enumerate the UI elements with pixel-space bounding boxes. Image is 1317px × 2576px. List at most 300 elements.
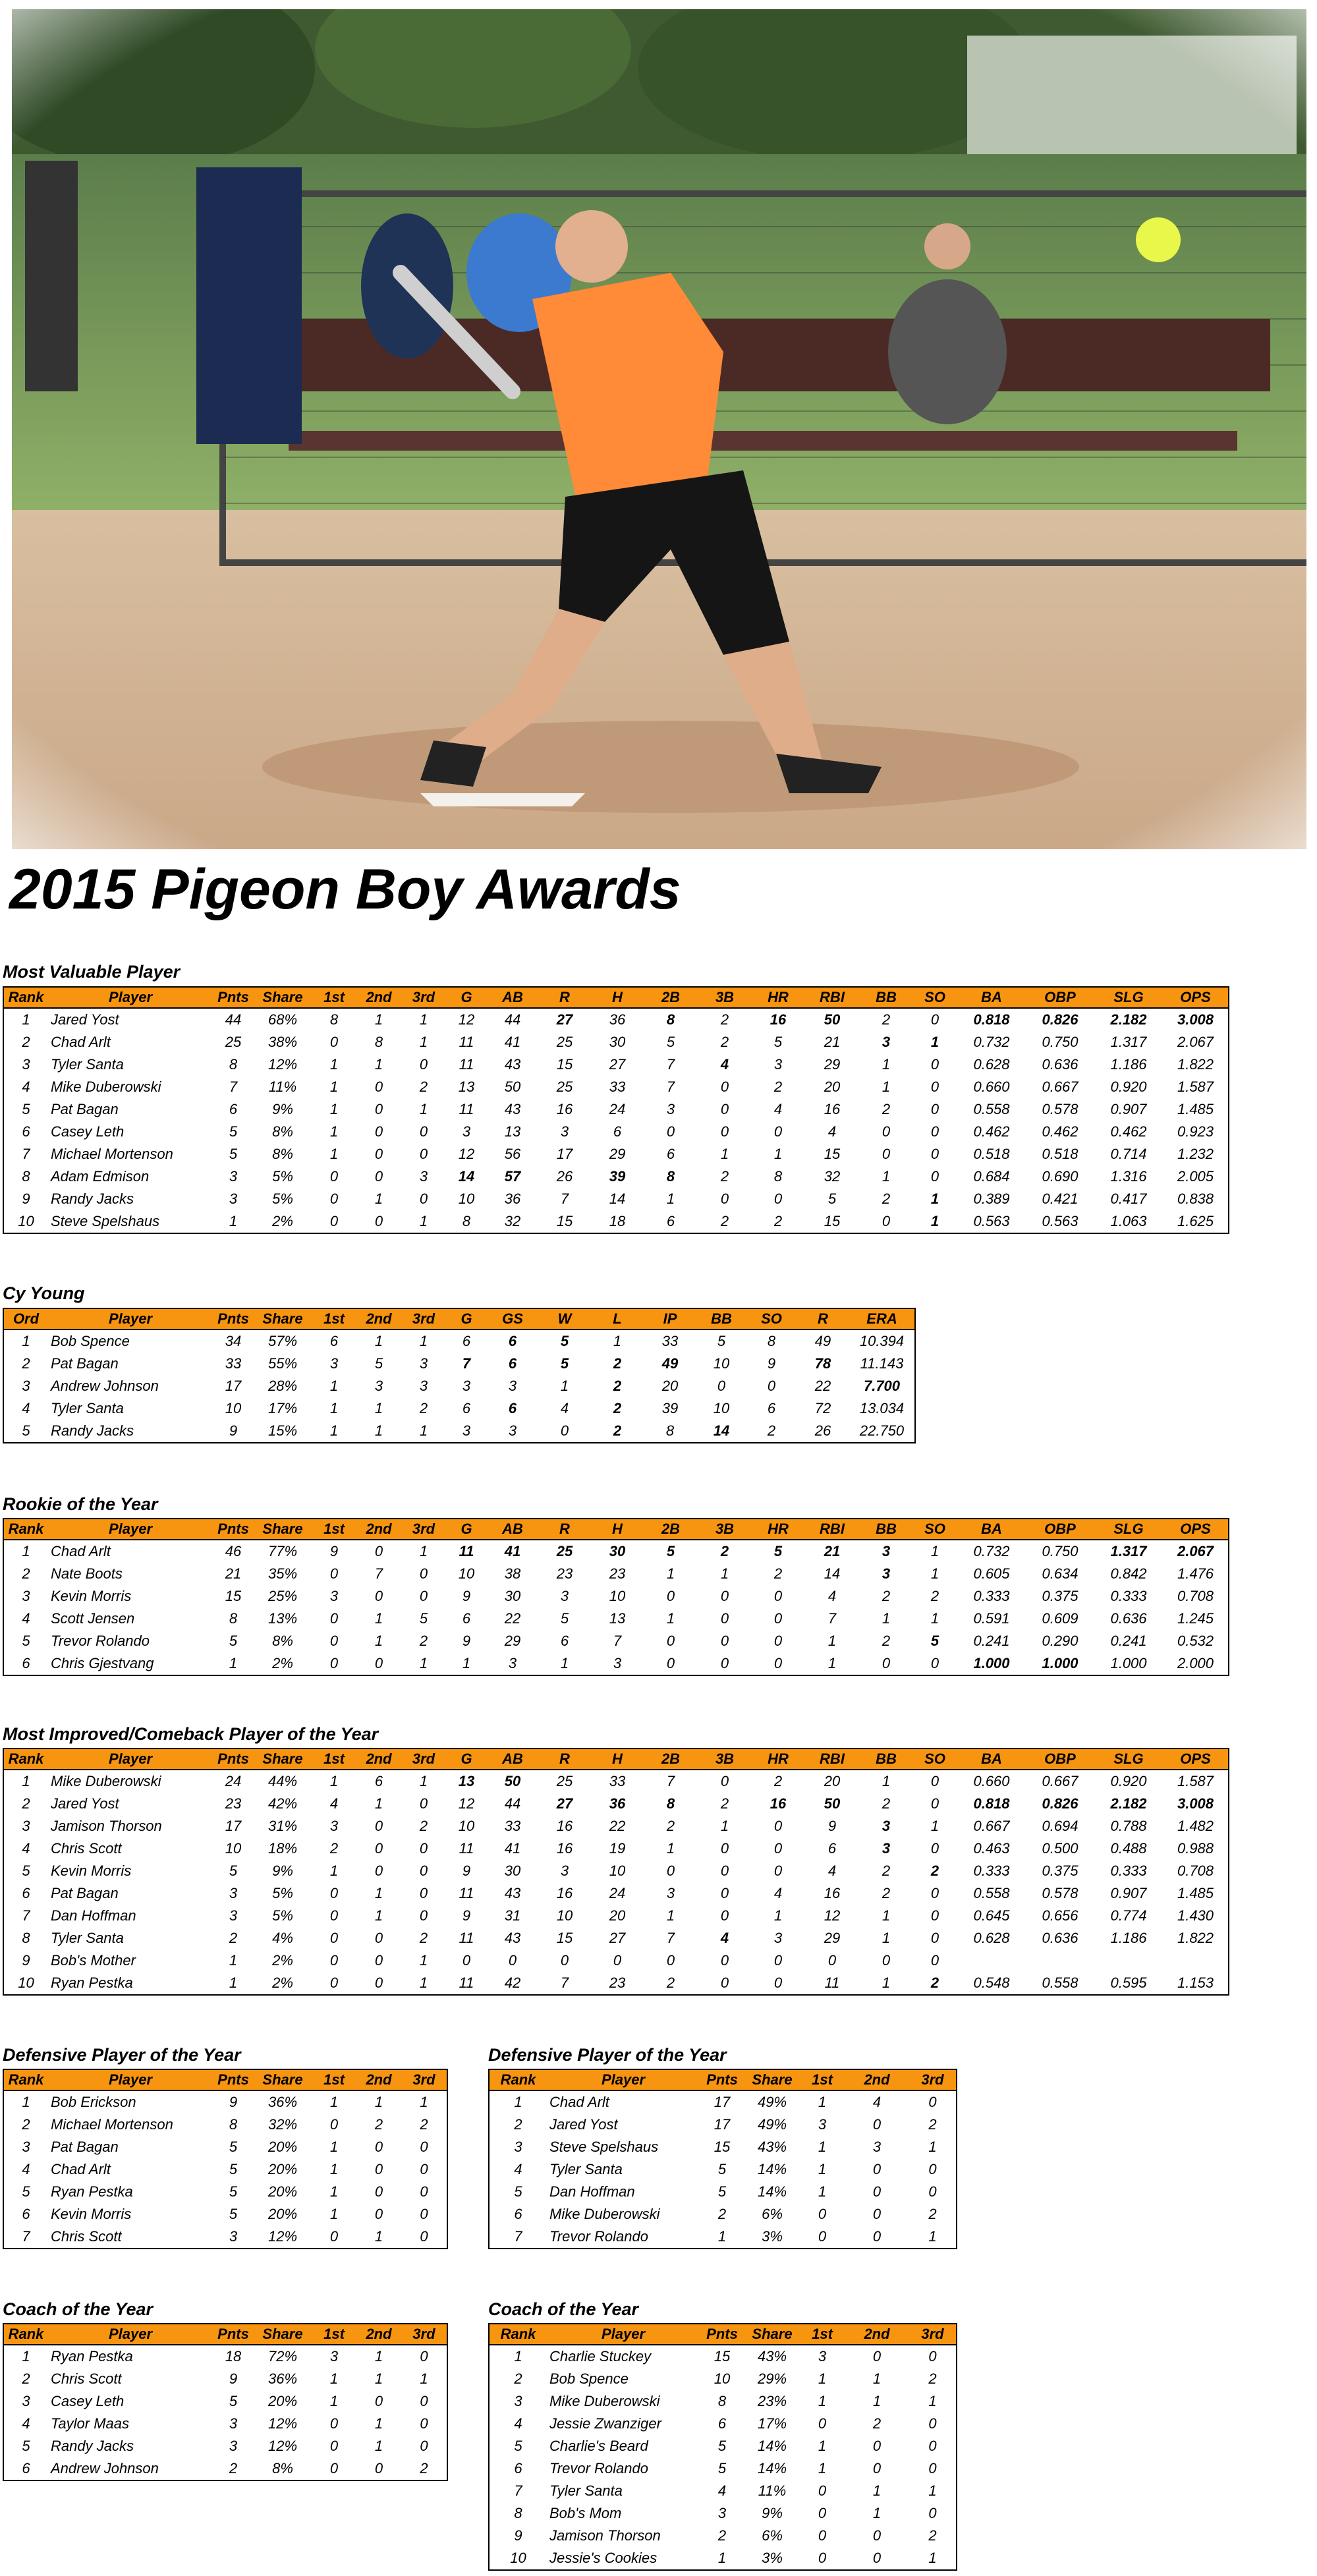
- stat-cell: 57%: [267, 1333, 298, 1349]
- stat-cell: 10: [609, 1588, 626, 1604]
- stat-cell: 25: [556, 1034, 573, 1050]
- stat-cell: 5: [229, 2393, 238, 2409]
- table-row: [489, 2368, 957, 2390]
- column-header: Share: [744, 2069, 800, 2090]
- player-name: Mike Duberowski: [51, 1773, 161, 1789]
- stat-cell: 0: [860, 1210, 912, 1233]
- stat-cell: 3: [882, 1840, 891, 1857]
- stat-cell: 0.462: [1042, 1123, 1079, 1140]
- stat-cell: 22.750: [849, 1420, 915, 1443]
- stat-cell: 0.591: [973, 1610, 1010, 1627]
- column-header: L: [591, 1308, 644, 1330]
- stat-cell: 30: [504, 1588, 521, 1604]
- table-row: [3, 1420, 915, 1443]
- stat-cell: 2: [591, 1420, 644, 1443]
- stat-cell: 4: [827, 1123, 837, 1140]
- stat-cell: 2: [3, 1563, 48, 1585]
- column-header: G: [446, 987, 487, 1008]
- column-header: 1st: [312, 2324, 356, 2345]
- stat-cell: 0.774: [1110, 1907, 1147, 1924]
- stat-cell: 0: [419, 1907, 428, 1924]
- stat-cell: 2: [909, 2114, 957, 2136]
- stat-cell: 0.667: [1042, 1773, 1079, 1789]
- stat-cell: 1: [882, 1907, 891, 1924]
- stat-cell: 3.008: [1163, 1008, 1229, 1031]
- column-header: Share: [254, 987, 312, 1008]
- stat-cell: 0.988: [1163, 1837, 1229, 1860]
- stat-cell: 0.290: [1042, 1633, 1079, 1649]
- stat-cell: 29: [824, 1056, 841, 1073]
- stat-cell: 0.375: [1042, 1588, 1079, 1604]
- player-name: Jessie's Cookies: [547, 2547, 700, 2570]
- column-header: BB: [860, 1519, 912, 1540]
- stat-cell: 0: [329, 2415, 339, 2432]
- stat-cell: 3: [229, 1190, 238, 1207]
- stat-cell: 14%: [757, 2460, 787, 2477]
- player-name: Jared Yost: [51, 1011, 119, 1028]
- player-name: Pat Bagan: [51, 1355, 119, 1372]
- column-header: 3rd: [909, 2069, 957, 2090]
- stat-cell: 11: [459, 1101, 474, 1117]
- stat-cell: 3: [229, 1907, 238, 1924]
- stat-cell: 0.462: [973, 1123, 1010, 1140]
- stat-cell: 10: [713, 1400, 730, 1416]
- stat-cell: 3: [489, 2136, 547, 2158]
- stat-cell: 30: [609, 1543, 626, 1559]
- stat-cell: 3: [818, 2116, 827, 2133]
- column-header: AB: [487, 987, 538, 1008]
- stat-cell: 22: [504, 1610, 521, 1627]
- stat-cell: 0: [329, 1885, 339, 1901]
- stat-cell: 1.482: [1163, 1815, 1229, 1837]
- stat-cell: 2.067: [1163, 1540, 1229, 1563]
- stat-cell: 42%: [267, 1795, 298, 1812]
- stat-cell: 3: [3, 2136, 48, 2158]
- player-name: Charlie's Beard: [549, 2438, 648, 2454]
- stat-cell: 0: [419, 1840, 428, 1857]
- stat-cell: 2%: [254, 1972, 312, 1995]
- stat-cell: 7: [827, 1610, 837, 1627]
- stat-cell: 6: [462, 1610, 471, 1627]
- table-row: [3, 1008, 1229, 1031]
- stat-cell: 3: [882, 1543, 891, 1559]
- column-header: SLG: [1094, 987, 1163, 1008]
- stat-cell: 13: [458, 1078, 475, 1095]
- stat-cell: 6: [462, 1333, 471, 1349]
- stat-cell: 10.394: [849, 1330, 915, 1353]
- player-name: Trevor Rolando: [547, 2226, 700, 2249]
- stat-cell: 20: [609, 1907, 626, 1924]
- stat-cell: 0: [882, 1952, 891, 1969]
- stat-cell: 0: [538, 1420, 591, 1443]
- table-row: [489, 2114, 957, 2136]
- stat-cell: 1: [356, 1420, 401, 1443]
- stat-cell: 0.333: [973, 1588, 1010, 1604]
- stat-cell: 6: [508, 1355, 517, 1372]
- stat-cell: 3: [329, 1588, 339, 1604]
- player-name: Chris Scott: [48, 2226, 213, 2249]
- stat-cell: 44: [504, 1011, 521, 1028]
- player-name: Randy Jacks: [51, 2438, 134, 2454]
- stat-cell: 0: [374, 2161, 383, 2177]
- stat-cell: 1: [229, 1952, 238, 1969]
- player-name: Tyler Santa: [51, 1930, 124, 1946]
- stat-cell: 2: [882, 1795, 891, 1812]
- stat-cell: 2: [613, 1378, 622, 1394]
- stat-cell: 0.732: [973, 1543, 1010, 1559]
- player-name: Jared Yost: [51, 1795, 119, 1812]
- stat-cell: 0.660: [973, 1078, 1010, 1095]
- stat-cell: 0.667: [973, 1818, 1010, 1834]
- stat-cell: 2: [329, 1840, 339, 1857]
- player-name: Chad Arlt: [51, 2161, 111, 2177]
- stat-cell: 5: [3, 1420, 48, 1443]
- table-header-row: [3, 2324, 447, 2345]
- stat-cell: 3: [446, 1420, 487, 1443]
- stat-cell: 0: [329, 1610, 339, 1627]
- player-name: Taylor Maas: [51, 2415, 130, 2432]
- table-row: [489, 2435, 957, 2457]
- column-header: 2nd: [356, 1519, 401, 1540]
- stat-cell: 0.732: [973, 1034, 1010, 1050]
- stat-cell: 41: [504, 1034, 521, 1050]
- stat-cell: 3: [3, 1053, 48, 1076]
- stat-cell: 0: [329, 1565, 339, 1582]
- stat-cell: 3: [213, 2226, 254, 2249]
- stat-cell: 4: [720, 1056, 729, 1073]
- stat-cell: 0: [909, 2502, 957, 2525]
- column-header: OPS: [1163, 987, 1229, 1008]
- stat-cell: 28%: [267, 1378, 298, 1394]
- stat-cell: 7: [462, 1355, 471, 1372]
- stat-cell: 2.005: [1163, 1165, 1229, 1188]
- stat-cell: 1: [401, 1972, 446, 1995]
- stat-cell: 0: [720, 1588, 729, 1604]
- stat-cell: 0: [752, 1972, 804, 1995]
- stat-cell: 12%: [267, 2415, 298, 2432]
- column-header: Rank: [3, 2324, 48, 2345]
- stat-cell: 10: [714, 2370, 731, 2387]
- table-row: [3, 1165, 1229, 1188]
- stat-cell: 17: [714, 2094, 731, 2110]
- stat-cell: 3%: [744, 2226, 800, 2249]
- stat-cell: 0.558: [973, 1101, 1010, 1117]
- stat-cell: 5%: [272, 1168, 293, 1185]
- table-row: [3, 1353, 915, 1375]
- stat-cell: 1: [700, 2226, 744, 2249]
- stat-cell: 0: [872, 2460, 882, 2477]
- stat-cell: 1: [374, 1633, 383, 1649]
- player-name: Jamison Thorson: [51, 1818, 162, 1834]
- stat-cell: 1: [666, 1907, 675, 1924]
- table-row: [3, 2226, 447, 2249]
- stat-cell: 2: [489, 2368, 547, 2390]
- stat-cell: 55%: [267, 1355, 298, 1372]
- stat-cell: 23: [591, 1972, 644, 1995]
- stat-cell: 6: [560, 1633, 569, 1649]
- stat-cell: 1: [329, 2161, 339, 2177]
- stat-cell: 1.232: [1163, 1143, 1229, 1165]
- stat-cell: 23: [556, 1565, 573, 1582]
- stat-cell: 0.462: [1110, 1123, 1147, 1140]
- stat-cell: 16: [556, 1818, 573, 1834]
- table-row: [3, 1375, 915, 1397]
- stat-cell: 1: [489, 2345, 547, 2368]
- stat-cell: 5%: [272, 1907, 293, 1924]
- stat-cell: 3: [3, 1375, 48, 1397]
- stat-cell: 0: [773, 1818, 783, 1834]
- stat-cell: 0.920: [1110, 1773, 1147, 1789]
- stat-cell: 9: [462, 1907, 471, 1924]
- player-name: Ryan Pestka: [51, 2348, 133, 2365]
- table-row: [3, 1927, 1229, 1949]
- stat-cell: 1: [912, 1210, 957, 1233]
- player-name: Mike Duberowski: [549, 2206, 660, 2222]
- column-header: AB: [487, 1519, 538, 1540]
- stat-cell: 1.430: [1163, 1905, 1229, 1927]
- stat-cell: 3: [229, 2415, 238, 2432]
- stat-cell: 5: [374, 1355, 383, 1372]
- stat-cell: 1: [329, 1101, 339, 1117]
- stat-cell: 0: [930, 1773, 939, 1789]
- table-row: [3, 1972, 1229, 1995]
- stat-cell: 9: [229, 2370, 238, 2387]
- stat-cell: 0: [930, 1907, 939, 1924]
- stat-cell: 2: [882, 1101, 891, 1117]
- table-row: [3, 2181, 447, 2203]
- stat-cell: 43%: [757, 2348, 787, 2365]
- stat-cell: 15: [538, 1210, 591, 1233]
- stat-cell: 5: [229, 2161, 238, 2177]
- stat-cell: 0.548: [957, 1972, 1026, 1995]
- column-header: RBI: [804, 987, 860, 1008]
- stat-cell: 7: [560, 1190, 569, 1207]
- column-header: Rank: [3, 987, 48, 1008]
- stat-cell: 2: [698, 1210, 752, 1233]
- stat-cell: 0.417: [1110, 1190, 1147, 1207]
- stat-cell: 0: [613, 1952, 622, 1969]
- stat-cell: 2: [3, 1031, 48, 1053]
- stat-cell: 5: [3, 1860, 48, 1882]
- stat-cell: 12: [824, 1907, 841, 1924]
- stat-cell: 8: [329, 1011, 339, 1028]
- stat-cell: 1: [213, 1652, 254, 1675]
- stat-cell: 0: [872, 2348, 882, 2365]
- stat-cell: 4: [773, 1885, 783, 1901]
- stat-cell: 0.595: [1094, 1972, 1163, 1995]
- player-name: Trevor Rolando: [549, 2460, 648, 2477]
- stat-cell: 1: [818, 2183, 827, 2200]
- stat-cell: 0.750: [1042, 1034, 1079, 1050]
- stat-cell: 2: [746, 1420, 797, 1443]
- stat-cell: 0: [401, 2435, 447, 2457]
- stat-cell: 2: [720, 1168, 729, 1185]
- stat-cell: 27: [609, 1056, 626, 1073]
- column-header: R: [538, 1519, 591, 1540]
- player-name: Mike Duberowski: [51, 1078, 161, 1095]
- stat-cell: 0: [720, 1610, 729, 1627]
- stat-cell: 68%: [267, 1011, 298, 1028]
- stat-cell: 2: [3, 2368, 48, 2390]
- stat-cell: 2: [773, 1565, 783, 1582]
- column-header: 2nd: [356, 2324, 401, 2345]
- stat-cell: 20%: [267, 2183, 298, 2200]
- stat-cell: 35%: [267, 1565, 298, 1582]
- stat-cell: 2: [3, 2114, 48, 2136]
- stat-cell: 29: [824, 1930, 841, 1946]
- column-header: 3B: [698, 1749, 752, 1770]
- stat-cell: 1: [818, 2460, 827, 2477]
- table-row: [489, 2480, 957, 2502]
- stat-cell: 0: [720, 1862, 729, 1879]
- stat-cell: 0: [329, 1952, 339, 1969]
- stat-cell: 34: [225, 1333, 242, 1349]
- stat-cell: 0.609: [1042, 1610, 1079, 1627]
- player-name: Chris Scott: [51, 2370, 122, 2387]
- column-header: G: [446, 1308, 487, 1330]
- stat-cell: 6: [3, 1882, 48, 1905]
- stat-cell: 5: [666, 1543, 675, 1559]
- stat-cell: 2: [882, 1588, 891, 1604]
- stat-cell: 0: [845, 2226, 909, 2249]
- stat-cell: 57: [504, 1168, 521, 1185]
- stat-cell: 41: [504, 1543, 521, 1559]
- stat-cell: 1: [374, 2438, 383, 2454]
- stat-cell: 6: [613, 1123, 622, 1140]
- stat-cell: 0: [872, 2206, 882, 2222]
- stat-cell: 1.245: [1163, 1608, 1229, 1630]
- stat-cell: 20: [661, 1378, 679, 1394]
- stat-cell: 1: [666, 1840, 675, 1857]
- stat-cell: 2: [419, 1818, 428, 1834]
- stat-cell: 2.182: [1110, 1011, 1147, 1028]
- stat-cell: 11.143: [849, 1353, 915, 1375]
- stat-cell: 1: [818, 2370, 827, 2387]
- stat-cell: 0: [419, 1862, 428, 1879]
- column-header: SO: [912, 1749, 957, 1770]
- stat-cell: 27: [609, 1930, 626, 1946]
- stat-cell: 1: [401, 1420, 446, 1443]
- table-row: [489, 2226, 957, 2249]
- stat-cell: 1: [872, 2505, 882, 2521]
- column-header: Share: [254, 2069, 312, 2090]
- stat-cell: 10: [3, 1210, 48, 1233]
- column-header: 1st: [312, 2069, 356, 2090]
- table-row: [3, 2114, 447, 2136]
- stat-cell: 0: [872, 2183, 882, 2200]
- column-header: BA: [957, 987, 1026, 1008]
- column-header: Player: [48, 2069, 213, 2090]
- stat-cell: 0: [374, 2393, 383, 2409]
- stat-cell: 0: [666, 1952, 675, 1969]
- stat-cell: 5: [560, 1610, 569, 1627]
- stat-cell: 8%: [272, 1633, 293, 1649]
- stat-cell: 5: [773, 1034, 783, 1050]
- stat-cell: 0: [312, 1972, 356, 1995]
- stat-cell: 49%: [757, 2094, 787, 2110]
- stat-cell: 7: [666, 1930, 675, 1946]
- stat-cell: 4: [489, 2158, 547, 2181]
- stat-cell: 4: [3, 1397, 48, 1420]
- stat-cell: 33: [225, 1355, 242, 1372]
- stat-cell: 0.838: [1163, 1188, 1229, 1210]
- stat-cell: 0: [401, 2345, 447, 2368]
- coy2-title: Coach of the Year: [488, 2299, 639, 2319]
- table-row: [489, 2136, 957, 2158]
- table-row: [3, 1905, 1229, 1927]
- player-name: Chad Arlt: [549, 2094, 609, 2110]
- stat-cell: 4: [827, 1862, 837, 1879]
- stat-cell: 13%: [267, 1610, 298, 1627]
- stat-cell: 50: [504, 1773, 521, 1789]
- table-row: [3, 1882, 1229, 1905]
- stat-cell: 0.667: [1042, 1078, 1079, 1095]
- stat-cell: 5: [560, 1355, 569, 1372]
- table-header-row: [489, 2069, 957, 2090]
- column-header: SO: [746, 1308, 797, 1330]
- stat-cell: 2: [229, 1930, 238, 1946]
- stat-cell: 8: [767, 1333, 776, 1349]
- column-header: Pnts: [213, 987, 254, 1008]
- stat-cell: 13.034: [849, 1397, 915, 1420]
- stat-cell: 0.708: [1163, 1860, 1229, 1882]
- stat-cell: 0: [930, 1056, 939, 1073]
- stat-cell: 2: [720, 1011, 729, 1028]
- stat-cell: 3: [773, 1930, 783, 1946]
- stat-cell: 11: [459, 1543, 474, 1559]
- stat-cell: 7: [374, 1565, 383, 1582]
- stat-cell: 1: [666, 1610, 675, 1627]
- stat-cell: 6: [508, 1400, 517, 1416]
- stat-cell: 38: [504, 1565, 521, 1582]
- stat-cell: 0: [666, 1862, 675, 1879]
- stat-cell: 8: [374, 1034, 383, 1050]
- column-header: Pnts: [700, 2324, 744, 2345]
- stat-cell: 2: [773, 1773, 783, 1789]
- stat-cell: 0: [872, 2116, 882, 2133]
- stat-cell: 0: [374, 1952, 383, 1969]
- stat-cell: 5: [419, 1610, 428, 1627]
- stat-cell: 1.822: [1163, 1053, 1229, 1076]
- player-name: Chris Gjestvang: [48, 1652, 213, 1675]
- stat-cell: 1: [419, 1543, 428, 1559]
- stat-cell: 1: [329, 1378, 339, 1394]
- stat-cell: 3: [882, 1818, 891, 1834]
- stat-cell: 0: [698, 1972, 752, 1995]
- stat-cell: 1: [329, 1146, 339, 1162]
- table-row: [3, 2345, 447, 2368]
- stat-cell: 1: [909, 2547, 957, 2570]
- dpoy1-table: [3, 2069, 448, 2249]
- table-row: [3, 1076, 1229, 1098]
- stat-cell: 25: [556, 1773, 573, 1789]
- stat-cell: 14: [696, 1420, 746, 1443]
- player-name: Jared Yost: [549, 2116, 618, 2133]
- stat-cell: 49: [661, 1355, 679, 1372]
- column-header: HR: [752, 987, 804, 1008]
- column-header: 2nd: [845, 2324, 909, 2345]
- stat-cell: 2: [720, 1795, 729, 1812]
- stat-cell: 43: [504, 1101, 521, 1117]
- stat-cell: 13: [458, 1773, 475, 1789]
- stat-cell: 0: [312, 1652, 356, 1675]
- stat-cell: 2%: [272, 1952, 293, 1969]
- stat-cell: 5: [930, 1633, 939, 1649]
- stat-cell: 0.488: [1110, 1840, 1147, 1857]
- column-header: 3rd: [909, 2324, 957, 2345]
- stat-cell: 4: [720, 1930, 729, 1946]
- table-row: [3, 2435, 447, 2457]
